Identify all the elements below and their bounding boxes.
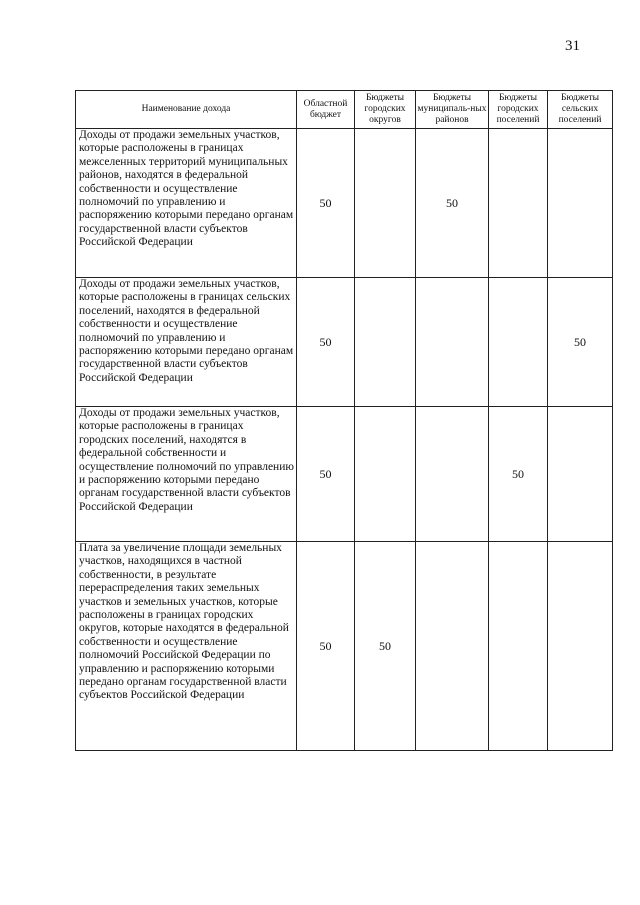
table-row (76, 542, 613, 751)
table-header-row (76, 91, 613, 129)
header-rural-settlements-budget: Бюджеты сельских поселений (548, 91, 613, 129)
value-cell: 50 (297, 407, 355, 542)
page-number: 31 (565, 38, 580, 54)
header-city-districts-budget: Бюджеты городских округов (355, 91, 416, 129)
budget-distribution-table (75, 90, 613, 751)
income-name-cell: Доходы от продажи земельных участков, которые расположены в границах сельских поселений, находятся в федеральной собственности и осуществление полномочий по управлению и распоряжению которыми передано органам государственной власти субъектов Российской Федерации (76, 278, 297, 407)
header-urban-settlements-budget: Бюджеты городских поселений (489, 91, 548, 129)
header-regional-budget: Областной бюджет (297, 91, 355, 129)
value-cell (548, 407, 613, 542)
value-cell (355, 407, 416, 542)
value-cell (355, 129, 416, 278)
header-municipal-districts-budget: Бюджеты муниципаль-ных районов (416, 91, 489, 129)
income-name-cell: Плата за увеличение площади земельных участков, находящихся в частной собственности, в результате перераспределения таких земельных участков и земельных участков, которые расположены в границах городских округов, которые находятся в федеральной собственности и осуществление полномочий Российской Федерации по управлению и распоряжению которыми передано органам государственной власти субъектов Российской Федерации (76, 542, 297, 751)
value-cell (489, 129, 548, 278)
value-cell: 50 (416, 129, 489, 278)
value-cell: 50 (297, 129, 355, 278)
value-cell (416, 407, 489, 542)
value-cell: 50 (297, 542, 355, 751)
value-cell (416, 542, 489, 751)
value-cell (416, 278, 489, 407)
value-cell (548, 542, 613, 751)
table-row (76, 407, 613, 542)
value-cell: 50 (297, 278, 355, 407)
income-name-cell: Доходы от продажи земельных участков, которые расположены в границах межселенных территорий муниципальных районов, находятся в федеральной собственности и осуществление полномочий по управлению и распоряжению которыми передано органам государственной власти субъектов Российской Федерации (76, 129, 297, 278)
table-row (76, 278, 613, 407)
income-name-cell: Доходы от продажи земельных участков, которые расположены в границах городских поселений, находятся в федеральной собственности и осуществление полномочий по управлению и распоряжению которыми передано органам государственной власти субъектов Российской Федерации (76, 407, 297, 542)
table-row (76, 129, 613, 278)
value-cell (355, 278, 416, 407)
header-income-name: Наименование дохода (76, 91, 297, 129)
value-cell: 50 (355, 542, 416, 751)
value-cell (548, 129, 613, 278)
value-cell (489, 542, 548, 751)
value-cell: 50 (489, 407, 548, 542)
value-cell (489, 278, 548, 407)
value-cell: 50 (548, 278, 613, 407)
